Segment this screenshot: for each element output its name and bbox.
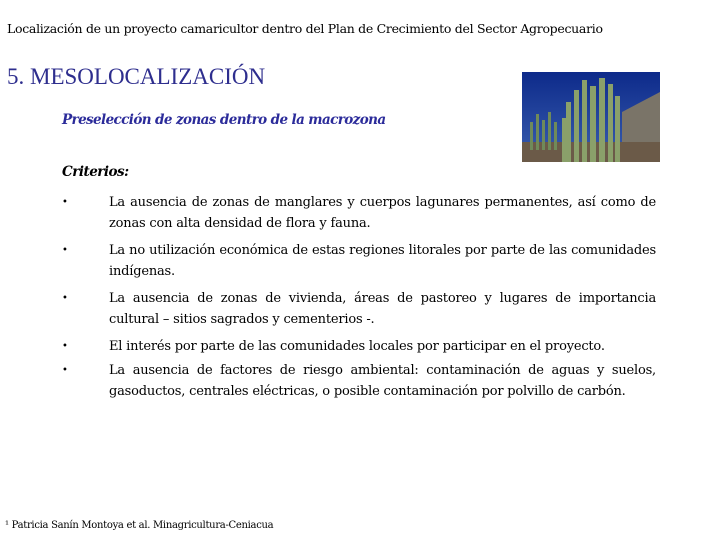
section-subtitle: Preselección de zonas dentro de la macrozona [62,112,386,128]
bullet: • [62,365,68,376]
criteria-item [62,192,656,234]
criteria-item [62,240,656,282]
criteria-list [62,192,656,408]
slide-title: 5. MESOLOCALIZACIÓN [7,64,266,89]
criteria-text: La ausencia de zonas de vivienda, áreas de pastoreo y lugares de importancia cultural – sitios sagrados y cementerios -. [109,291,656,327]
cactus-photo [522,72,660,162]
criteria-item [62,288,656,330]
slide-header: Localización de un proyecto camaricultor dentro del Plan de Crecimiento del Sector Agropecuario [7,21,603,36]
criteria-label: Criterios: [62,164,129,180]
footnote: ¹ Patricia Sanín Montoya et al. Minagricultura-Ceniacua [5,520,274,531]
bullet: • [62,293,68,304]
bullet: • [62,197,68,208]
criteria-text: La ausencia de zonas de manglares y cuerpos lagunares permanentes, así como de zonas con alta densidad de flora y fauna. [109,195,656,231]
criteria-text: La no utilización económica de estas regiones litorales por parte de las comunidades indígenas. [109,243,656,279]
criteria-text: La ausencia de factores de riesgo ambiental: contaminación de aguas y suelos, gasoductos, centrales eléctricas, o posible contaminación por polvillo de carbón. [109,363,656,399]
bullet: • [62,245,68,256]
criteria-text: El interés por parte de las comunidades locales por participar en el proyecto. [109,339,605,354]
criteria-item [62,336,656,357]
bullet: • [62,341,68,352]
criteria-item [62,360,656,402]
